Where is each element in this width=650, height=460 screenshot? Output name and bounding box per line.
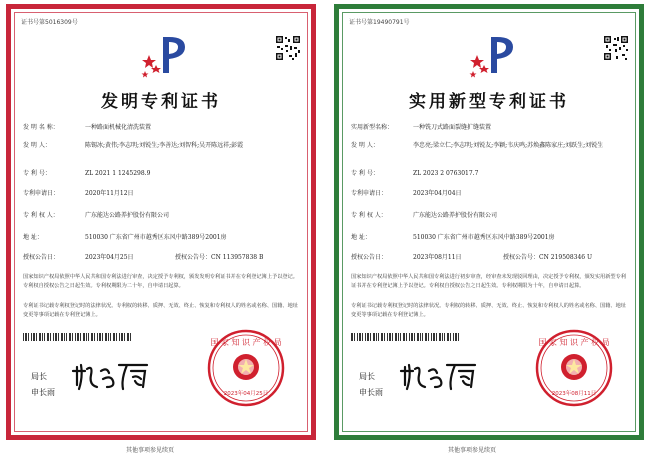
signature-icon [399, 357, 479, 393]
svg-text:2023年04月25日: 2023年04月25日 [223, 391, 269, 397]
signature-icon [71, 357, 151, 393]
field-row: 专 利 权 人： 广东能达公路养护股份有限公司 [351, 212, 498, 219]
svg-text:2023年08月11日: 2023年08月11日 [551, 391, 597, 397]
field-row: 专利申请日： 2020年11月12日 [23, 190, 134, 197]
footer-note: 其他事项参见续页 [448, 447, 497, 454]
certificate-number: 证书号第5016309号 [21, 19, 78, 26]
svg-text:国 家 知 识 产 权 局: 国 家 知 识 产 权 局 [210, 338, 282, 347]
field-row: 地 址： 510030 广东省广州市越秀区东风中路389号2001房 [351, 234, 555, 241]
barcode-icon [351, 333, 461, 341]
legal-status-note: 专利证书记载专利权登记时的法律状况。专利权的转移、质押、无效、终止、恢复和专利权人的姓名或名称、国籍、地址变更等事项记载在专利登记簿上。 [23, 303, 298, 318]
field-row: 专 利 权 人： 广东能达公路养护股份有限公司 [23, 212, 170, 219]
field-row: 发 明 人： 李忠亮;梁立仁;李志明;刘锐友;李颖;韦庆鸣;苏焕鑫陈家庄;刘跃生;刘锐生 [351, 142, 604, 149]
director-title: 局长 [359, 372, 375, 381]
field-row: 发 明 名 称： 一种路面机械化清洗装置 [23, 124, 152, 131]
director-name: 申长雨 [31, 388, 55, 397]
cnipa-logo-icon [141, 33, 193, 79]
qr-code-icon [275, 35, 301, 61]
field-row: 授权公告日： 2023年08月11日 授权公告号： CN 219508346 U [351, 254, 593, 261]
invention-patent-certificate [6, 4, 316, 440]
certificate-number: 证书号第19490791号 [349, 19, 410, 26]
certificate-title: 发明专利证书 [101, 92, 221, 112]
grant-statement: 国家知识产权局依照中华人民共和国专利法进行初步审查，经审查未发现驳回理由，决定授予专利权，颁发实用新型专利证书并在专利登记簿上予以登记。专利权自授权公告之日起生效。专利权期限为十年，自申请日起算。 [351, 274, 626, 289]
utility-model-patent-certificate [334, 4, 644, 440]
field-row: 专 利 号： ZL 2021 1 1245298.9 [23, 170, 151, 177]
certificate-title: 实用新型专利证书 [409, 92, 569, 112]
field-row: 专 利 号： ZL 2023 2 0763017.7 [351, 170, 479, 177]
grant-statement: 国家知识产权局依照中华人民共和国专利法进行审查，决定授予专利权，颁发发明专利证书并在专利登记簿上予以登记。专利权自授权公告之日起生效。专利权期限为二十年，自申请日起算。 [23, 274, 298, 289]
qr-code-icon [603, 35, 629, 61]
field-row: 实用新型名称： 一种铣刀式路面裂缝扩缝装置 [351, 124, 492, 131]
barcode-icon [23, 333, 133, 341]
field-row: 地 址： 510030 广东省广州市越秀区东风中路389号2001房 [23, 234, 227, 241]
legal-status-note: 专利证书记载专利权登记时的法律状况。专利权的转移、质押、无效、终止、恢复和专利权人的姓名或名称、国籍、地址变更等事项记载在专利登记簿上。 [351, 303, 626, 318]
field-row: 授权公告日： 2023年04月25日 授权公告号： CN 113957838 B [23, 254, 264, 261]
footer-note: 其他事项参见续页 [126, 447, 175, 454]
director-title: 局长 [31, 372, 47, 381]
field-row: 专利申请日： 2023年04月04日 [351, 190, 462, 197]
cnipa-logo-icon [469, 33, 521, 79]
svg-text:国 家 知 识 产 权 局: 国 家 知 识 产 权 局 [538, 338, 610, 347]
director-name: 申长雨 [359, 388, 383, 397]
official-seal-icon [207, 329, 285, 407]
official-seal-icon [535, 329, 613, 407]
field-row: 发 明 人： 陈锡冰;黄伟;李志明;刘锐生;李善达;刘智科;吴开陈远祥;彭霞 [23, 142, 244, 149]
